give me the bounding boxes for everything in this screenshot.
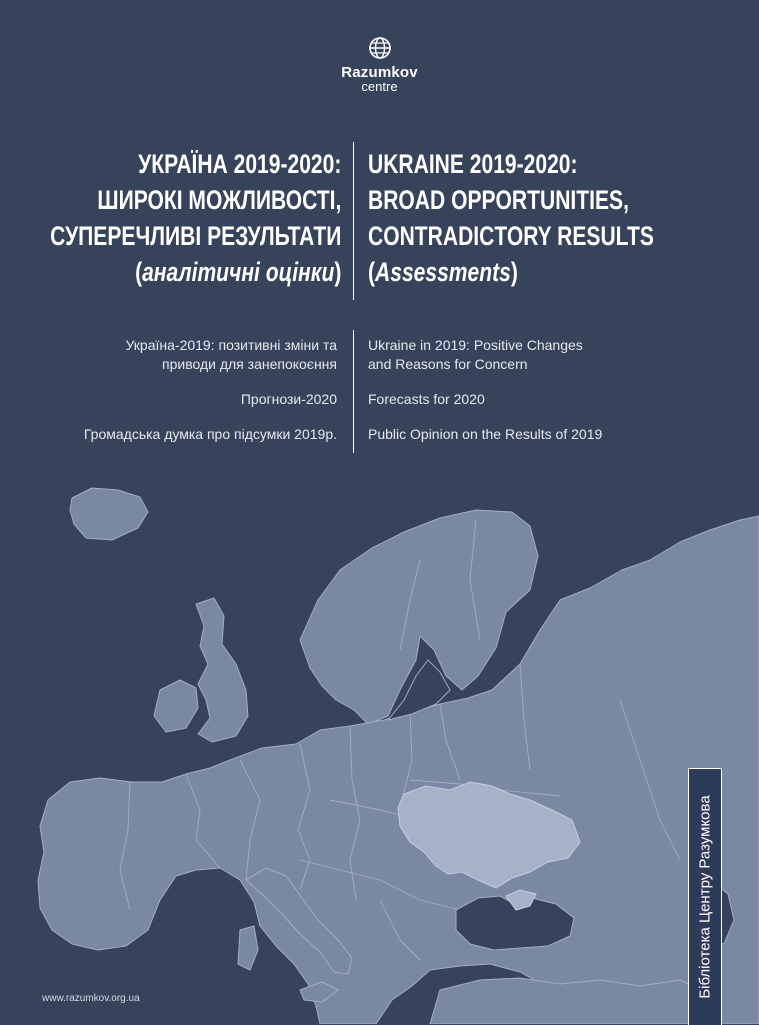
title-en-line-2: BROAD OPPORTUNITIES, bbox=[368, 185, 629, 215]
title-english bbox=[368, 146, 654, 290]
logo-subtitle: centre bbox=[361, 79, 398, 94]
section-en-1: Ukraine in 2019: Positive Changes and Reasons for Concern bbox=[368, 337, 583, 372]
series-label-box bbox=[688, 768, 722, 1025]
series-label: Бібліотека Центру Разумкова bbox=[696, 795, 714, 999]
section-en-2: Forecasts for 2020 bbox=[368, 391, 485, 407]
title-en-line-3: CONTRADICTORY RESULTS bbox=[368, 221, 654, 251]
sections-divider bbox=[353, 330, 354, 453]
title-en-line-1: UKRAINE 2019-2020: bbox=[368, 149, 578, 179]
map-turkey bbox=[430, 978, 700, 1024]
map-iceland bbox=[70, 488, 148, 540]
globe-icon bbox=[368, 36, 392, 60]
title-ukrainian bbox=[50, 146, 341, 290]
logo bbox=[0, 36, 759, 94]
map-sardinia bbox=[238, 926, 258, 970]
logo-name: Razumkov bbox=[341, 64, 418, 81]
map-great-britain bbox=[196, 598, 248, 742]
section-ua-2: Прогнози-2020 bbox=[240, 391, 337, 407]
section-ua-1: Україна-2019: позитивні зміни та приводи для занепокоєння bbox=[125, 337, 337, 372]
title-en-line-4: (Assessments) bbox=[368, 257, 518, 287]
website-url[interactable]: www.razumkov.org.ua bbox=[42, 993, 140, 1004]
title-en-subtitle: Assessments bbox=[375, 257, 511, 287]
title-ua-line-2: ШИРОКІ МОЖЛИВОСТІ, bbox=[97, 185, 341, 215]
title-ua-line-3: СУПЕРЕЧЛИВІ РЕЗУЛЬТАТИ bbox=[49, 221, 341, 251]
map-ireland bbox=[154, 680, 198, 732]
section-ua-3: Громадська думка про підсумки 2019р. bbox=[83, 426, 337, 442]
title-ua-line-1: УКРАЇНА 2019-2020: bbox=[137, 149, 341, 179]
title-ua-line-4: (аналітичні оцінки) bbox=[134, 257, 341, 287]
title-divider bbox=[353, 142, 354, 300]
title-ua-subtitle: аналітичні оцінки bbox=[141, 257, 334, 287]
section-en-3: Public Opinion on the Results of 2019 bbox=[368, 426, 603, 442]
europe-map bbox=[0, 470, 759, 1024]
